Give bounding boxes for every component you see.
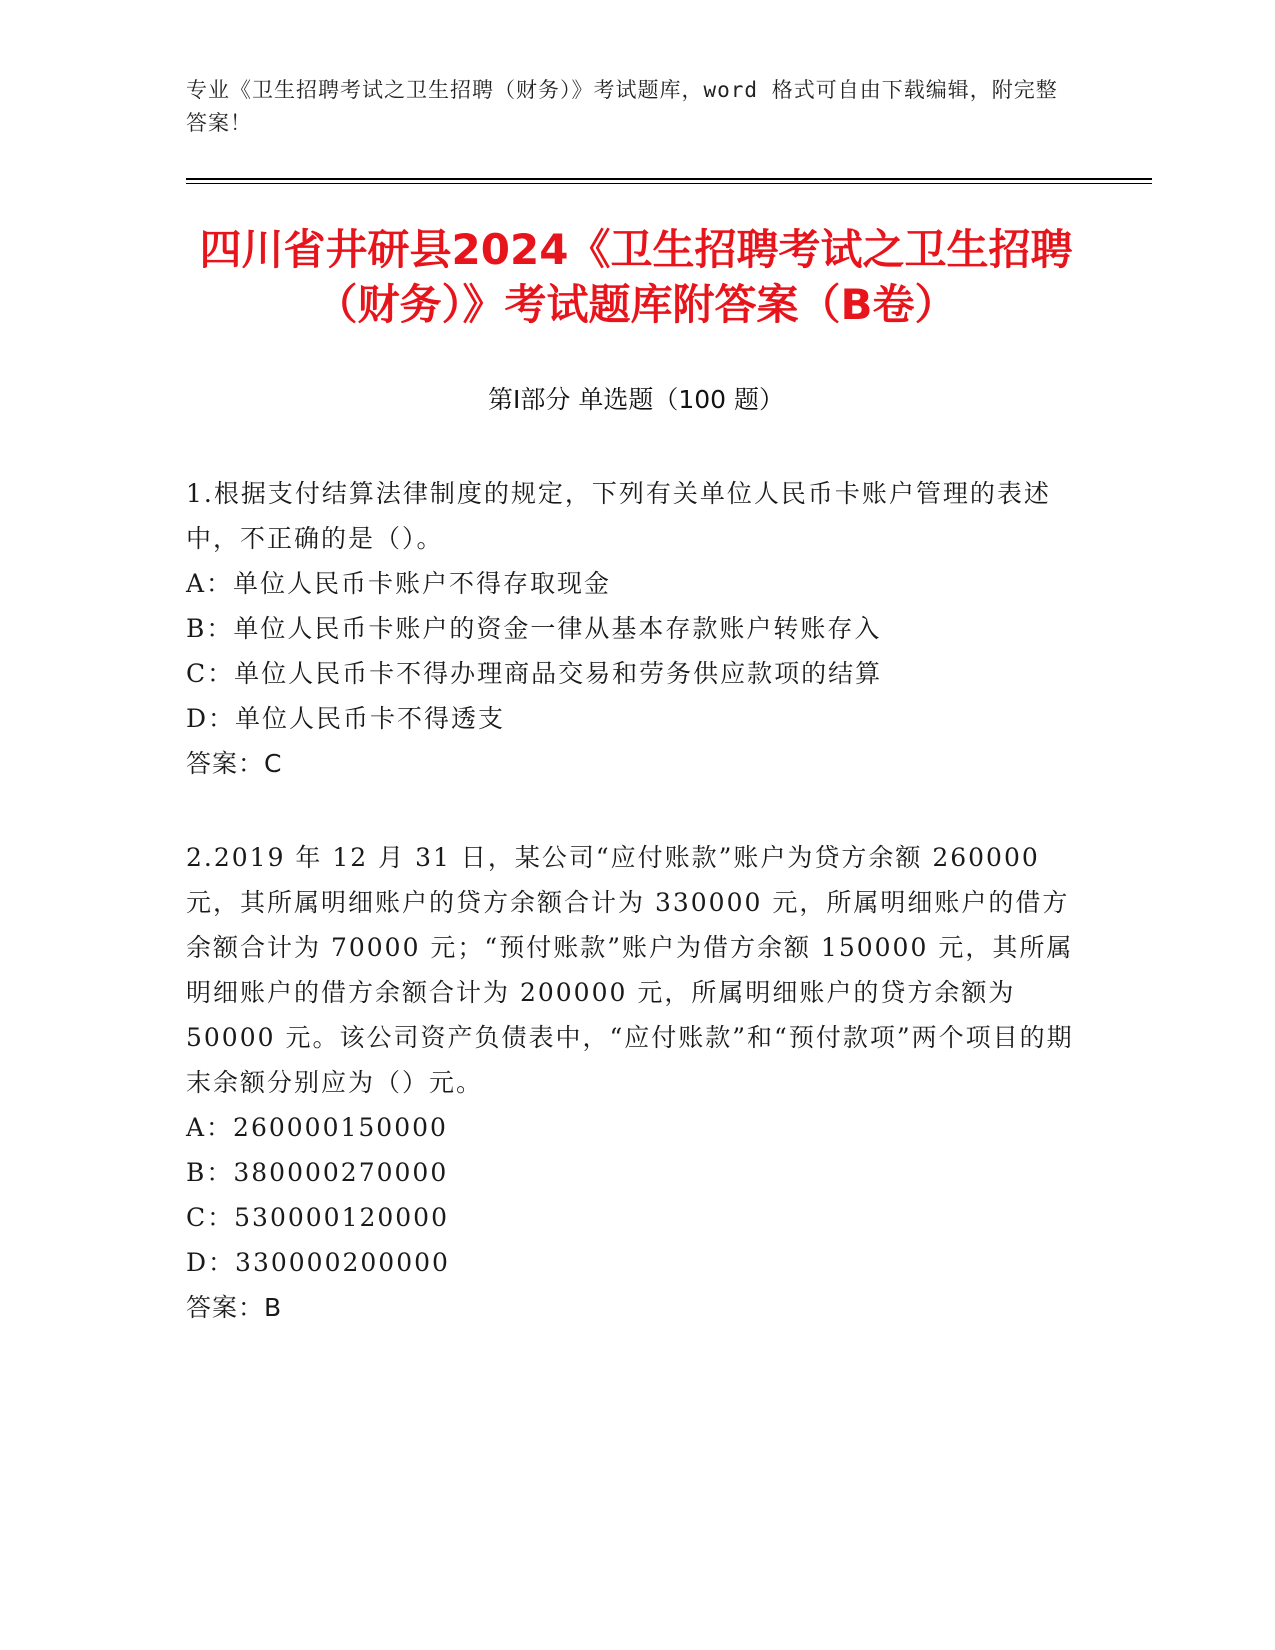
option-a: A：单位人民币卡账户不得存取现金 — [186, 569, 612, 598]
option-c: C：530000120000 — [186, 1203, 449, 1232]
option-c: C：单位人民币卡不得办理商品交易和劳务供应款项的结算 — [186, 659, 883, 688]
question-stem: 2.2019 年 12 月 31 日，某公司“应付账款”账户为贷方余额 260000 元，其所属明细账户的贷方余额合计为 330000 元，所属明细账户的借方余额合计为 70000 元；“预付账款”账户为借方余额 150000 元，其所属明细账户的借方余额合计为 200000 元，所属明细账户的贷方余额为 50000 元。该公司资产负债表中，“应付账款”和“预付款项”两个项目的期末余额分别应为（）元。 — [186, 843, 1074, 1097]
document-title: 四川省井研县2024《卫生招聘考试之卫生招聘（财务）》考试题库附答案（B卷） — [199, 225, 1073, 329]
option-a: A：260000150000 — [186, 1113, 448, 1142]
option-d: D：330000200000 — [186, 1248, 450, 1277]
question-stem: 1.根据支付结算法律制度的规定，下列有关单位人民币卡账户管理的表述中，不正确的是（）。 — [186, 479, 1051, 553]
answer: 答案：B — [186, 1293, 283, 1322]
header-note: 专业《卫生招聘考试之卫生招聘（财务）》考试题库，word 格式可自由下载编辑，附完整答案！ — [186, 78, 1058, 135]
section-title: 第Ⅰ部分 单选题（100 题） — [488, 385, 784, 414]
answer: 答案：C — [186, 749, 283, 778]
option-b: B：单位人民币卡账户的资金一律从基本存款账户转账存入 — [186, 614, 882, 643]
header-divider-thin — [186, 183, 1152, 184]
question-1 — [186, 471, 1086, 786]
option-b: B：380000270000 — [186, 1158, 449, 1187]
header-divider-thick — [186, 178, 1152, 180]
question-2 — [186, 835, 1086, 1330]
option-d: D：单位人民币卡不得透支 — [186, 704, 506, 733]
